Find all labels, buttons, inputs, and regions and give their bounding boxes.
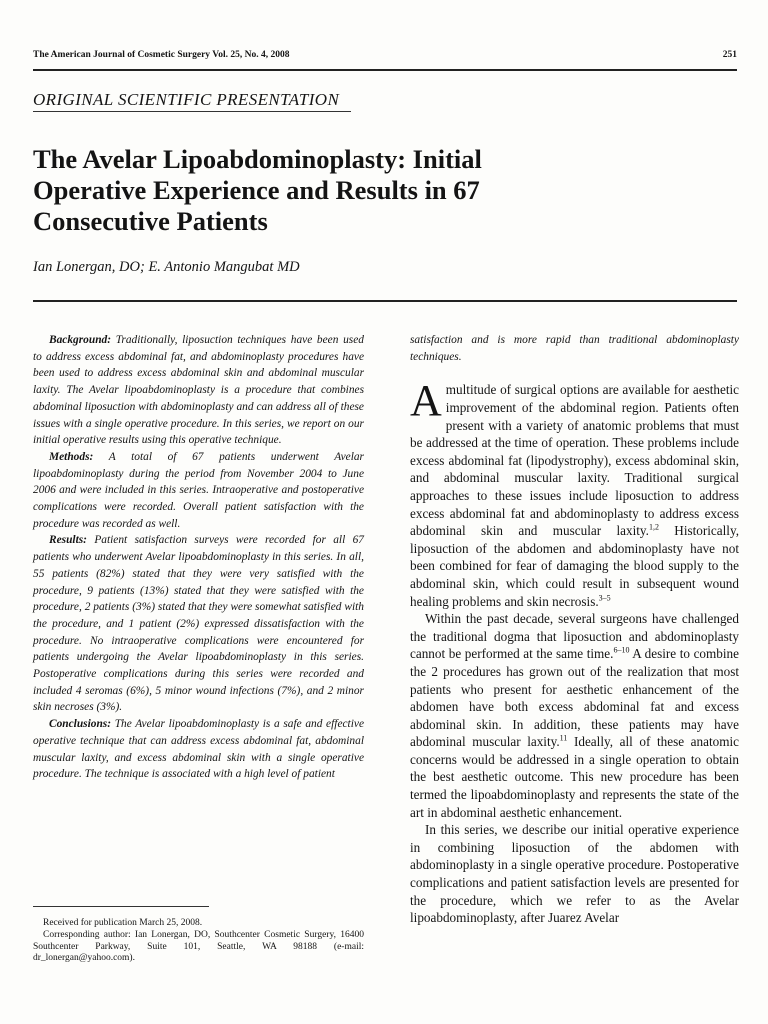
abstract-conclusions-heading: Conclusions: bbox=[49, 718, 112, 731]
abstract-background-heading: Background: bbox=[49, 334, 112, 346]
abstract-background bbox=[33, 332, 364, 449]
abstract-conclusions-continued: satisfaction and is more rapid than traditional abdominoplasty techniques. bbox=[410, 334, 739, 363]
citation-ref: 6–10 bbox=[613, 645, 630, 655]
abstract-results bbox=[33, 532, 364, 716]
abstract-column bbox=[33, 332, 364, 783]
journal-citation: The American Journal of Cosmetic Surgery Vol. 25, No. 4, 2008 bbox=[33, 50, 290, 60]
page-number: 251 bbox=[722, 50, 737, 60]
abstract-methods-text: A total of 67 patients underwent Avelar lipoabdominoplasty during the period from November 2004 to June 2006 and were included in this series. Intraoperative and postoperative complications were recorded. Overall patient satisfaction with the procedure was recorded as well. bbox=[33, 450, 364, 530]
body-text: Within the past decade, several surgeons have challenged the traditional dogma that liposuction and abdominoplasty cannot be performed at the same time. bbox=[410, 611, 739, 662]
abstract-results-text: Patient satisfaction surveys were recorded for all 67 patients who underwent Avelar lipoabdominoplasty in this series. In all, 55 patients (82%) stated that they were very satisfied with the procedure, 9 patients (13%) stated that they were satisfied with the procedure, 2 patients (3%) stated that they were somewhat satisfied with the procedure, and 1 patient (2%) expressed dissatisfaction with the procedure. No intraoperative complications were encountered for patients undergoing the Avelar lipoabdominoplasty in this series. Postoperative complications during this series were recorded and included 4 seromas (6%), 5 minor wound infections (7%), and 2 minor skin necroses (3%). bbox=[33, 534, 364, 714]
section-label-underline bbox=[33, 111, 351, 112]
citation-ref: 1,2 bbox=[648, 522, 659, 532]
section-label: ORIGINAL SCIENTIFIC PRESENTATION bbox=[33, 90, 340, 109]
body-text: Ideally, all of these anatomic concerns would be addressed in a single operation to obtain the best aesthetic outcome. This new procedure has been termed the lipoabdominoplasty and represents the state of the art in abdominal aesthetic enhancement. bbox=[410, 734, 739, 820]
body-text: Historically, liposuction of the abdomen and abdominoplasty have not been combined for fear of damaging the blood supply to the abdominal skin, which could result in subsequent wound healing problems and skin necrosis. bbox=[410, 523, 739, 609]
footnote-corresponding: Corresponding author: Ian Lonergan, DO, Southcenter Cosmetic Surgery, 16400 Southcenter Parkway, Suite 101, Seattle, WA 98188 (e-mail: dr_lonergan@yahoo.com). bbox=[33, 929, 364, 964]
header-rule bbox=[33, 69, 737, 71]
body-column bbox=[410, 332, 739, 927]
citation-ref: 3–5 bbox=[598, 593, 611, 603]
footnote-received: Received for publication March 25, 2008. bbox=[43, 918, 203, 928]
abstract-methods-heading: Methods: bbox=[49, 450, 94, 463]
citation-ref: 11 bbox=[559, 733, 568, 743]
drop-cap: A bbox=[410, 376, 442, 426]
abstract-background-text: Traditionally, liposuction techniques have been used to address excess abdominal fat, and abdominoplasty procedures have been used to address excess abdominal skin and abdominal muscular laxity. The Avelar lipoabdominoplasty is a procedure that combines abdominal liposuction with abdominoplasty and can address all of these issues with a single operative procedure. In this series, we report on our initial operative results using this operative technique. bbox=[33, 334, 364, 447]
running-head bbox=[33, 50, 737, 66]
body-paragraph-2 bbox=[410, 610, 739, 821]
body-paragraph-1 bbox=[410, 376, 739, 610]
abstract-methods bbox=[33, 449, 364, 533]
body-text: A desire to combine the 2 procedures has grown out of the realization that most patients who present for aesthetic enhancement of the abdomen have both excess abdominal fat and excess abdominal skin. In addition, these patients may have abdominal muscular laxity. bbox=[410, 646, 739, 750]
footnote bbox=[33, 918, 364, 965]
abstract-conclusions bbox=[33, 716, 364, 783]
abstract-results-heading: Results: bbox=[49, 534, 87, 547]
article-authors: Ian Lonergan, DO; E. Antonio Mangubat MD bbox=[33, 259, 300, 275]
footnote-rule bbox=[33, 906, 209, 907]
title-rule bbox=[33, 300, 737, 302]
article-title: The Avelar Lipoabdominoplasty: Initial Operative Experience and Results in 67 Consecutive Patients bbox=[33, 144, 482, 236]
body-text: multitude of surgical options are available for aesthetic improvement of the abdominal region. Patients often present with a variety of anatomic problems that must be addressed at the time of operation. These problems include excess abdominal fat (lipodystrophy), excess abdominal skin, and abdominal muscular laxity. Traditional surgical approaches to these issues include liposuction to address excess abdominal fat and abdominoplasty to address excess abdominal skin and muscular laxity. bbox=[410, 382, 739, 539]
abstract-conclusions-text: The Avelar lipoabdominoplasty is a safe and effective operative technique that can address excess abdominal fat, abdominal muscular laxity, and excess abdominal skin with a single operative procedure. The technique is associated with a high level of patient bbox=[33, 718, 364, 781]
body-paragraph-3: In this series, we describe our initial operative experience in combining liposuction of the abdomen with abdominoplasty in a single operative procedure. Postoperative complications and patient satisfaction levels are presented for the procedure, which we refer to as the Avelar lipoabdominoplasty, after Juarez Avelar bbox=[410, 822, 739, 926]
